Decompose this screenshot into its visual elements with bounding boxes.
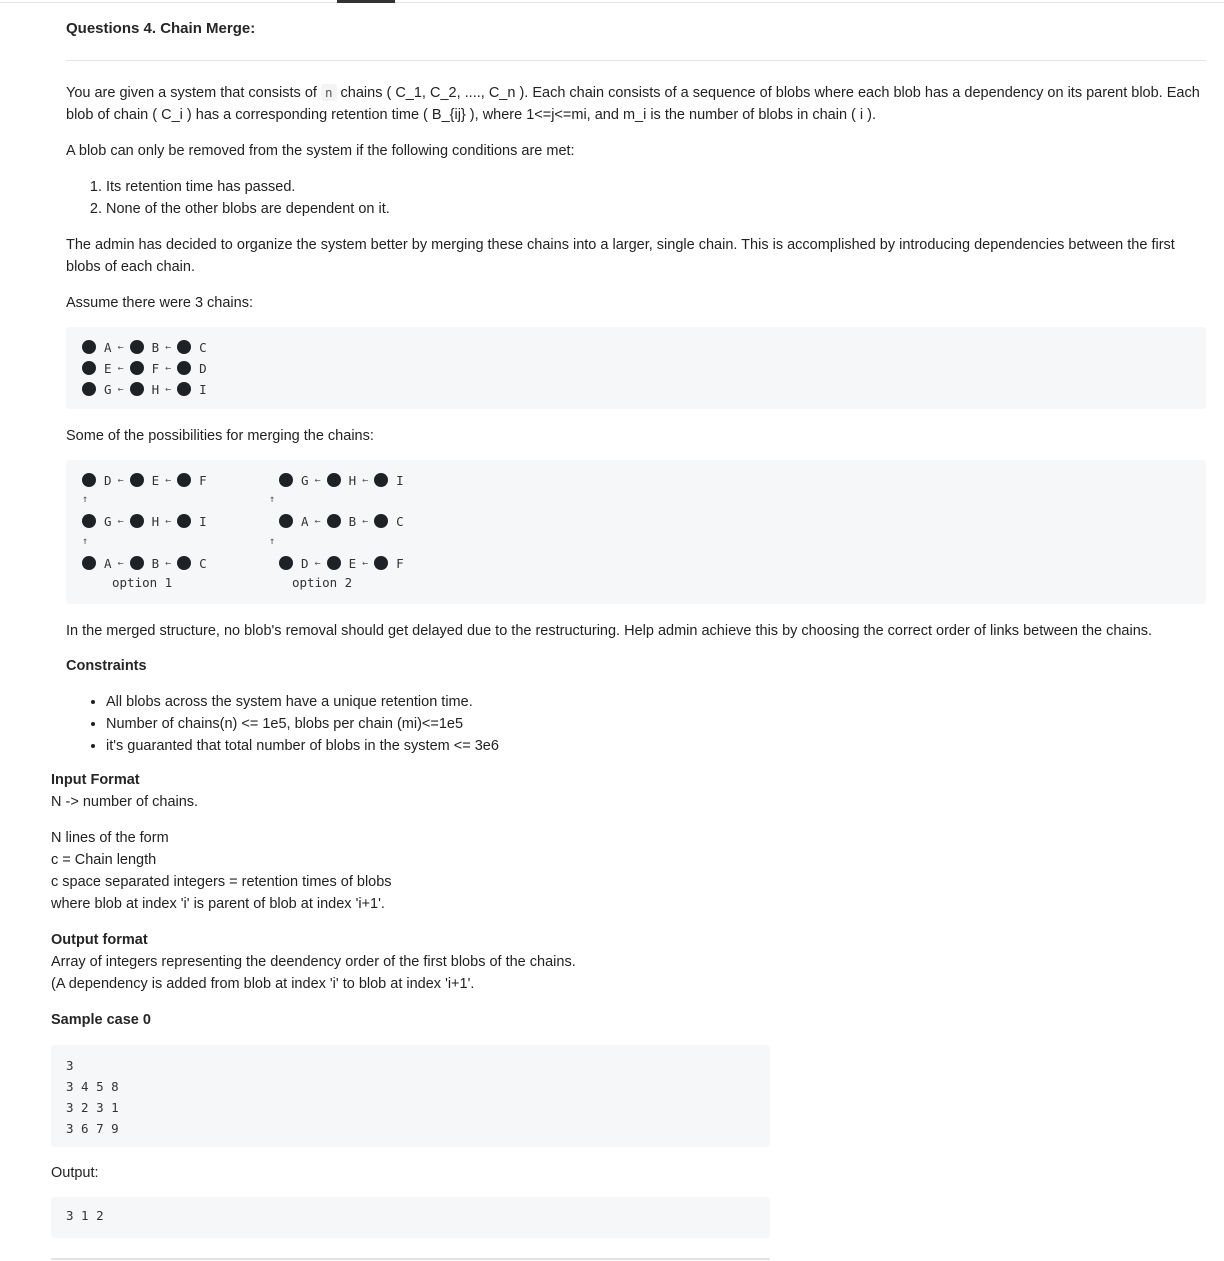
left-arrow-icon: ← <box>165 341 172 353</box>
blob-label: G <box>104 513 112 529</box>
option1-row <box>82 511 207 531</box>
blob-label: C <box>199 339 207 355</box>
blob-label: E <box>348 555 357 571</box>
top-divider <box>0 2 1224 3</box>
blob-dot-icon <box>177 361 191 375</box>
blob-dot-icon <box>327 473 341 487</box>
up-arrow-icon: ↑ <box>269 536 276 547</box>
sample-input-line: 3 4 5 8 <box>66 1079 119 1094</box>
left-arrow-icon: ← <box>165 474 172 486</box>
blob-label: B <box>348 513 357 529</box>
intro-paragraph <box>66 82 1206 126</box>
blob-dot-icon <box>177 556 191 570</box>
inline-code-n: n <box>321 84 337 101</box>
blob-label: F <box>151 360 160 376</box>
left-arrow-icon: ← <box>165 515 172 527</box>
constraint-item: • All blobs across the system have a unique retention time. <box>106 691 499 713</box>
output-detail-line: Array of integers representing the deendency order of the first blobs of the chains. <box>51 954 576 970</box>
option1-row <box>82 553 207 573</box>
blob-dot-icon <box>130 514 144 528</box>
left-arrow-icon: ← <box>314 557 321 569</box>
left-arrow-icon: ← <box>362 557 369 569</box>
blob-dot-icon <box>82 340 96 354</box>
input-detail-line: c = Chain length <box>51 852 157 868</box>
blob-label: F <box>396 555 404 571</box>
sample-input-line: 3 6 7 9 <box>66 1121 119 1136</box>
chain-row <box>82 358 207 378</box>
merged-paragraph: In the merged structure, no blob's removal should get delayed due to the restructuring. Help admin achieve this by choosing the correct order of links between the chains. <box>66 623 1153 639</box>
sample-input-block <box>51 1045 770 1147</box>
sample-input-line: 3 2 3 1 <box>66 1100 119 1115</box>
blob-label: I <box>199 513 207 529</box>
blob-dot-icon <box>374 514 388 528</box>
blob-dot-icon <box>130 382 144 396</box>
input-format-heading: Input Format <box>51 772 140 788</box>
blob-label: D <box>199 360 207 376</box>
blob-label: H <box>151 381 160 397</box>
condition-item: 1. Its retention time has passed. <box>106 176 390 198</box>
assume-text: Assume there were 3 chains: <box>66 295 253 311</box>
active-tab-indicator <box>337 0 395 3</box>
blob-dot-icon <box>327 514 341 528</box>
left-arrow-icon: ← <box>117 362 124 374</box>
blob-dot-icon <box>279 556 293 570</box>
conditions-list <box>90 176 390 220</box>
up-arrow-icon: ↑ <box>269 494 276 505</box>
blob-label: I <box>396 472 404 488</box>
left-arrow-icon: ← <box>117 341 124 353</box>
input-detail-line: N lines of the form <box>51 830 169 846</box>
blob-label: D <box>104 472 112 488</box>
blob-label: A <box>104 339 112 355</box>
option2-row <box>279 553 404 573</box>
output-detail-line: (A dependency is added from blob at index 'i' to blob at index 'i+1'. <box>51 976 475 992</box>
sample-input-lines <box>66 1055 119 1139</box>
blob-dot-icon <box>130 340 144 354</box>
blob-dot-icon <box>374 556 388 570</box>
blob-label: D <box>301 555 309 571</box>
blob-label: B <box>151 339 160 355</box>
left-arrow-icon: ← <box>314 474 321 486</box>
input-detail-line: c space separated integers = retention times of blobs <box>51 874 392 890</box>
blob-label: G <box>104 381 112 397</box>
option1-label: option 1 <box>112 575 173 590</box>
blob-dot-icon <box>82 556 96 570</box>
blob-label: C <box>199 555 207 571</box>
blob-label: H <box>348 472 357 488</box>
option1-row <box>82 470 207 490</box>
blob-dot-icon <box>130 556 144 570</box>
constraint-item: • Number of chains(n) <= 1e5, blobs per chain (mi)<=1e5 <box>106 713 499 735</box>
blob-dot-icon <box>82 473 96 487</box>
question-title: Questions 4. Chain Merge: <box>66 20 256 37</box>
title-divider <box>66 60 1206 61</box>
left-arrow-icon: ← <box>117 515 124 527</box>
admin-paragraph: The admin has decided to organize the system better by merging these chains into a larger, single chain. This is accomplished by introducing dependencies between the first blobs of each chain. <box>66 237 1175 275</box>
bottom-divider <box>51 1258 770 1260</box>
blob-dot-icon <box>130 361 144 375</box>
blob-label: F <box>199 472 207 488</box>
blob-label: G <box>301 472 309 488</box>
options-code-block <box>66 460 1206 604</box>
blob-label: E <box>104 360 112 376</box>
sample-output-value: 3 1 2 <box>66 1208 104 1223</box>
left-arrow-icon: ← <box>117 383 124 395</box>
sample-output-block <box>51 1197 770 1238</box>
blob-dot-icon <box>82 514 96 528</box>
blob-dot-icon <box>374 473 388 487</box>
intro-text-post: chains ( C_1, C_2, ...., C_n ). Each chain consists of a sequence of blobs where each blob has a dependency on its parent blob. Each blob of chain ( C_i ) has a corresponding retention time ( B_{ij} ), where 1<=j<=mi, and m_i is the number of blobs in chain ( i ). <box>66 85 1200 123</box>
constraints-list <box>90 691 499 757</box>
input-format-line: N -> number of chains. <box>51 794 199 810</box>
option2-row <box>279 511 404 531</box>
output-format-details <box>51 951 576 995</box>
option2-label: option 2 <box>292 575 353 590</box>
blob-label: A <box>104 555 112 571</box>
left-arrow-icon: ← <box>165 557 172 569</box>
blob-label: C <box>396 513 404 529</box>
left-arrow-icon: ← <box>362 515 369 527</box>
constraints-heading: Constraints <box>66 658 147 674</box>
up-arrow-icon: ↑ <box>82 494 89 505</box>
left-arrow-icon: ← <box>165 383 172 395</box>
chain-row <box>82 337 207 357</box>
intro-text-pre: You are given a system that consists of <box>66 85 321 101</box>
blob-dot-icon <box>177 473 191 487</box>
blob-dot-icon <box>177 340 191 354</box>
blob-dot-icon <box>327 556 341 570</box>
blob-dot-icon <box>130 473 144 487</box>
chains-code-block <box>66 327 1206 409</box>
output-format-heading: Output format <box>51 932 148 948</box>
option2-row <box>279 470 404 490</box>
condition-item: 2. None of the other blobs are dependent on it. <box>106 198 390 220</box>
possibilities-text: Some of the possibilities for merging the chains: <box>66 428 374 444</box>
output-label: Output: <box>51 1165 99 1181</box>
blob-label: H <box>151 513 160 529</box>
removal-intro: A blob can only be removed from the system if the following conditions are met: <box>66 143 575 159</box>
sample-case-heading: Sample case 0 <box>51 1012 151 1028</box>
up-arrow-icon: ↑ <box>82 536 89 547</box>
left-arrow-icon: ← <box>117 474 124 486</box>
blob-label: I <box>199 381 207 397</box>
left-arrow-icon: ← <box>165 362 172 374</box>
blob-dot-icon <box>279 514 293 528</box>
sample-input-line: 3 <box>66 1058 74 1073</box>
blob-dot-icon <box>177 514 191 528</box>
blob-dot-icon <box>82 382 96 396</box>
input-detail-line: where blob at index 'i' is parent of blob at index 'i+1'. <box>51 896 385 912</box>
blob-dot-icon <box>82 361 96 375</box>
blob-label: B <box>151 555 160 571</box>
blob-dot-icon <box>177 382 191 396</box>
constraint-item: • it's guaranted that total number of blobs in the system <= 3e6 <box>106 735 499 757</box>
input-format-details <box>51 827 392 915</box>
left-arrow-icon: ← <box>314 515 321 527</box>
chain-row <box>82 379 207 399</box>
left-arrow-icon: ← <box>117 557 124 569</box>
blob-label: A <box>301 513 309 529</box>
left-arrow-icon: ← <box>362 474 369 486</box>
blob-label: E <box>151 472 160 488</box>
blob-dot-icon <box>279 473 293 487</box>
